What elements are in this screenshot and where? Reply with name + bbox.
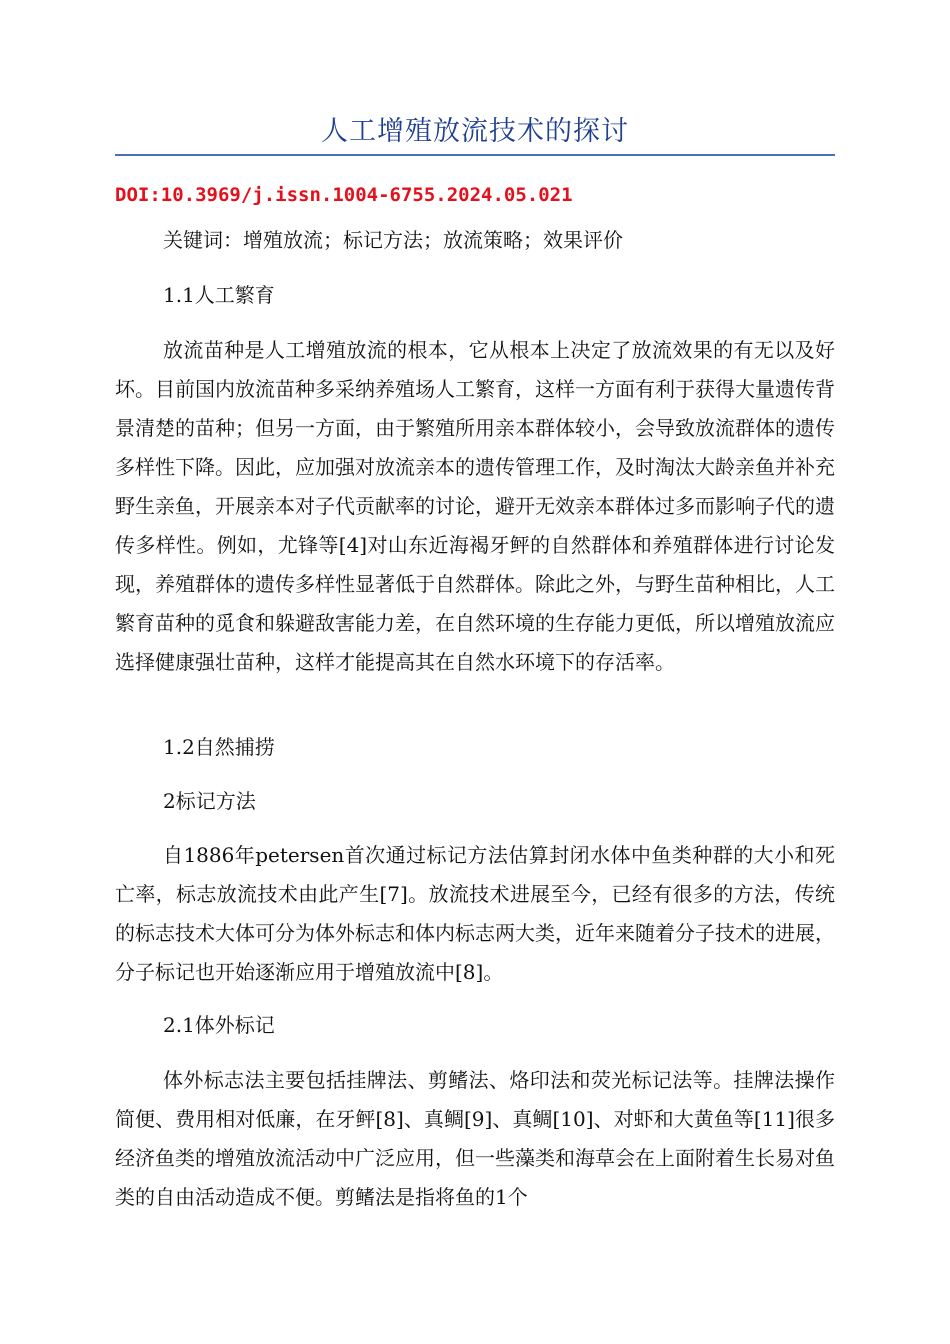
section-heading-1-2: 1.2自然捕捞: [163, 735, 275, 759]
paragraph-external-marking: 体外标志法主要包括挂牌法、剪鳍法、烙印法和荧光标记法等。挂牌法操作简便、费用相对低廉，在牙鲆[8]、真鲷[9]、真鲷[10]、对虾和大黄鱼等[11]很多经济鱼类的增殖放流活动中广泛应用，但一些藻类和海草会在上面附着生长易对鱼类的自由活动造成不便。剪鳍法是指将鱼的1个: [115, 1068, 835, 1209]
section-heading-2-1: 2.1体外标记: [163, 1013, 275, 1037]
section-heading-1-1: 1.1人工繁育: [163, 283, 275, 307]
keywords-line: 关键词：增殖放流；标记方法；放流策略；效果评价: [163, 228, 623, 252]
section-heading-2: 2标记方法: [163, 789, 256, 813]
title-underline: [115, 154, 835, 156]
paragraph-artificial-breeding: 放流苗种是人工增殖放流的根本，它从根本上决定了放流效果的有无以及好坏。目前国内放流苗种多采纳养殖场人工繁育，这样一方面有利于获得大量遗传背景清楚的苗种；但另一方面，由于繁殖所用亲本群体较小，会导致放流群体的遗传多样性下降。因此，应加强对放流亲本的遗传管理工作，及时淘汰大龄亲鱼并补充野生亲鱼，开展亲本对子代贡献率的讨论，避开无效亲本群体过多而影响子代的遗传多样性。例如，尤锋等[4]对山东近海褐牙鲆的自然群体和养殖群体进行讨论发现，养殖群体的遗传多样性显著低于自然群体。除此之外，与野生苗种相比，人工繁育苗种的觅食和躲避敌害能力差，在自然环境的生存能力更低，所以增殖放流应选择健康强壮苗种，这样才能提高其在自然水环境下的存活率。: [115, 338, 835, 674]
paragraph-marking-methods: 自1886年petersen首次通过标记方法估算封闭水体中鱼类种群的大小和死亡率，标志放流技术由此产生[7]。放流技术进展至今，已经有很多的方法，传统的标志技术大体可分为体外标志和体内标志两大类，近年来随着分子技术的进展，分子标记也开始逐渐应用于增殖放流中[8]。: [115, 843, 835, 984]
doi-line: DOI:10.3969/j.issn.1004-6755.2024.05.021: [115, 184, 573, 206]
document-title: 人工增殖放流技术的探讨: [321, 116, 629, 147]
